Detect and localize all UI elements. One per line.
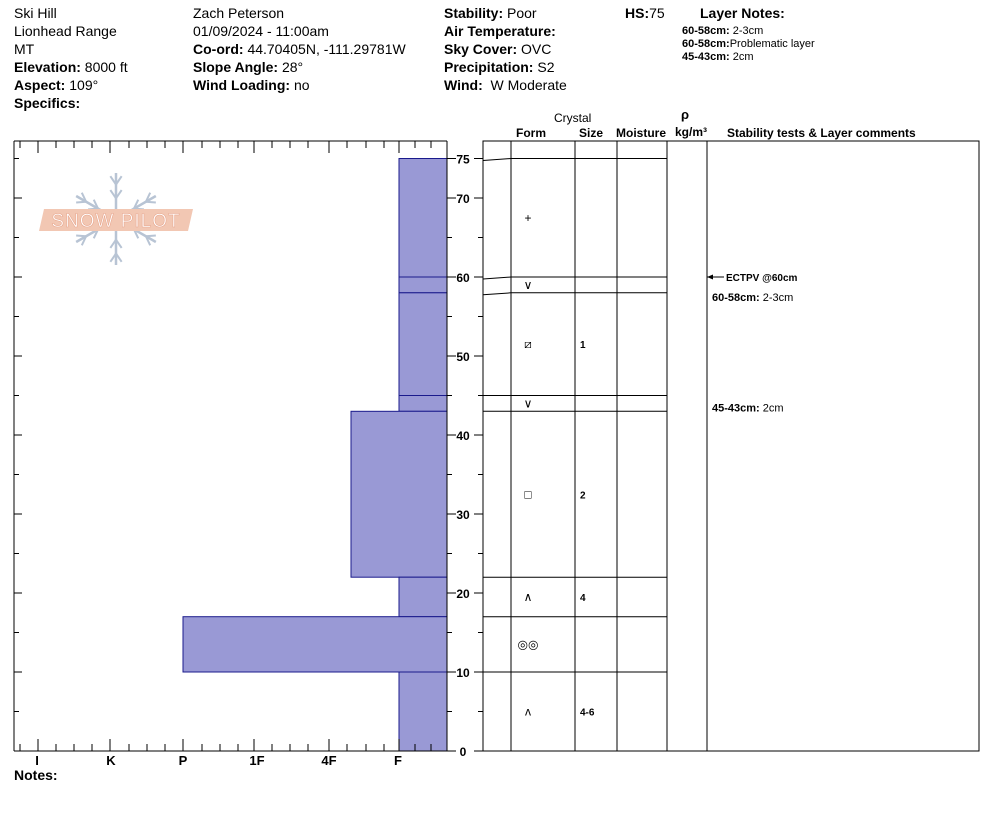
hardness-bar <box>399 277 447 293</box>
air-temperature: Air Temperature: <box>444 23 556 39</box>
grain-size: 4 <box>580 592 586 604</box>
observer-name: Zach Peterson <box>193 5 285 21</box>
chart-frames <box>14 141 979 768</box>
snowflake-branch <box>76 202 86 203</box>
wind: Wind: W Moderate <box>444 77 567 93</box>
specifics: Specifics: <box>14 95 81 111</box>
hardness-profile <box>183 159 447 752</box>
depth-label: 75 <box>456 152 470 167</box>
grain-form-symbol: ʌ <box>525 704 531 719</box>
depth-label: 50 <box>456 350 470 364</box>
grain-form-symbol: ⧄ <box>524 337 532 352</box>
hardness-bar <box>183 617 447 672</box>
observation-datetime: 01/09/2024 - 11:00am <box>193 23 329 39</box>
depth-label: 40 <box>456 429 470 443</box>
grain-form-symbol: + <box>524 210 532 225</box>
depth-label: 20 <box>456 587 470 601</box>
wind-loading: Wind Loading: no <box>193 77 310 93</box>
comments-header: Stability tests & Layer comments <box>727 126 916 140</box>
depth-label: 60 <box>456 271 470 285</box>
table-frame <box>483 141 979 751</box>
hardness-bar <box>399 396 447 412</box>
layer-comments <box>707 273 798 414</box>
grain-form-symbol: ∨ <box>523 396 533 411</box>
hardness-bar <box>399 293 447 396</box>
stability-test-result: ECTPV @60cm <box>726 273 798 284</box>
layer-comment: 60-58cm: 2-3cm <box>712 291 794 304</box>
snowflake-branch <box>76 235 86 236</box>
test-arrowhead <box>707 275 713 280</box>
density-symbol: ρ <box>681 107 690 122</box>
snowflake-branch <box>146 235 156 236</box>
depth-label: 70 <box>456 192 470 206</box>
layer-note: 60-58cm: 2-3cm <box>682 25 764 37</box>
layer-note: 45-43cm: 2cm <box>682 51 754 63</box>
logo-text: SNOW PILOT <box>51 211 181 232</box>
hardness-label: 4F <box>321 753 337 768</box>
layer-note: 60-58cm:Problematic layer <box>682 38 815 50</box>
hardness-label: K <box>106 753 116 768</box>
location-name: Ski Hill <box>14 5 57 21</box>
grain-size: 4-6 <box>580 707 595 719</box>
hardness-bar <box>399 672 447 751</box>
grain-form-symbol: □ <box>524 487 532 502</box>
layer-connector <box>483 293 511 295</box>
snowpilot-logo <box>39 173 193 265</box>
slope-angle: Slope Angle: 28° <box>193 59 304 75</box>
depth-label: 30 <box>456 508 470 522</box>
hardness-bar <box>351 411 447 577</box>
hardness-label: I <box>35 753 39 768</box>
size-header: Size <box>579 126 604 140</box>
snowflake-branch <box>146 202 156 203</box>
layer-connector <box>483 159 511 161</box>
hardness-label: F <box>394 753 402 768</box>
range-name: Lionhead Range <box>14 23 117 39</box>
depth-label: 0 <box>459 745 467 759</box>
grain-form-symbol: ◎◎ <box>517 637 539 652</box>
layer-notes-title: Layer Notes: <box>700 5 785 21</box>
hardness-label: P <box>178 753 188 768</box>
elevation: Elevation: 8000 ft <box>14 59 128 75</box>
layer-comment: 45-43cm: 2cm <box>712 402 784 415</box>
precipitation: Precipitation: S2 <box>444 59 555 75</box>
hardness-bar <box>399 159 447 278</box>
grain-size: 2 <box>580 490 586 502</box>
crystal-header: Crystal <box>554 111 592 125</box>
depth-label: 10 <box>456 666 470 680</box>
grain-form-symbol: ∨ <box>523 277 533 292</box>
aspect: Aspect: 109° <box>14 77 99 93</box>
hardness-label: 1F <box>249 753 265 768</box>
layer-connector <box>483 277 511 279</box>
coordinates: Co-ord: 44.70405N, -111.29781W <box>193 41 406 57</box>
grain-size: 1 <box>580 340 586 352</box>
sky-cover: Sky Cover: OVC <box>444 41 552 57</box>
moisture-header: Moisture <box>616 126 667 140</box>
state-name: MT <box>14 41 35 57</box>
hardness-bar <box>399 577 447 617</box>
density-unit: kg/m³ <box>675 125 708 139</box>
stability: Stability: Poor <box>444 5 537 21</box>
form-header: Form <box>516 126 546 140</box>
grain-form-symbol: ∧ <box>523 589 533 604</box>
notes: Notes: <box>14 767 58 783</box>
depth-axis <box>447 153 483 760</box>
snow-height: HS:75 <box>625 5 665 21</box>
